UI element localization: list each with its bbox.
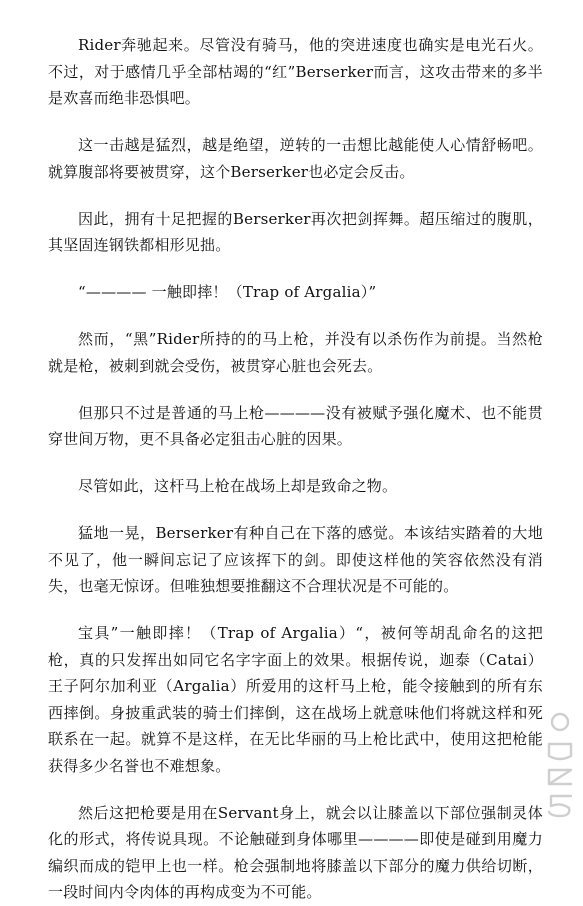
paragraph-9: 宝具”一触即摔！（Trap of Argalia）“，被何等胡乱命名的这把枪，真的只发挥出如同它名字字面上的效果。根据传说，迦泰（Catai）王子阿尔加利亚（Argalia）所爱用的这杆马上枪，能令接触到的所有东西摔倒。身披重武装的骑士们摔倒，这在战场上就意味他们将就这样和死联系在一起。就算不是这样，在无比华丽的马上枪比武中，使用这把枪能获得多少名誉也不难想象。 [48, 624, 543, 775]
paragraph-6: 但那只不过是普通的马上枪————没有被赋予强化魔术、也不能贯穿世间万物，更不具备必定狙击心脏的因果。 [48, 403, 543, 448]
paragraph-5: 然而，“黑”Rider所持的的马上枪，并没有以杀伤作为前提。当然枪就是枪，被刺到就会受伤，被贯穿心脏也会死去。 [48, 330, 543, 375]
paragraph-8: 猛地一晃，Berserker有种自己在下落的感觉。本该结实踏着的大地不见了，他一瞬间忘记了应该挥下的剑。即使这样他的笑容依然没有消失，也毫无惊讶。但唯独想要推翻这不合理状况是不可能的。 [48, 524, 543, 595]
dm5-logo-icon [543, 710, 577, 820]
paragraph-10: 然后这把枪要是用在Servant身上，就会以让膝盖以下部位强制灵体化的形式，将传说具现。不论触碰到身体哪里————即使是碰到用魔力编织而成的铠甲上也一样。枪会强制地将膝盖以下部分的魔力供给切断，一段时间内令肉体的再构成变为不可能。 [48, 803, 543, 901]
paragraph-2: 这一击越是猛烈，越是绝望，逆转的一击想比越能使人心情舒畅吧。就算腹部将要被贯穿，这个Berserker也必定会反击。 [48, 136, 543, 181]
paragraph-3: 因此，拥有十足把握的Berserker再次把剑挥舞。超压缩过的腹肌，其坚固连钢铁都相形见拙。 [48, 209, 543, 254]
paragraph-7: 尽管如此，这杆马上枪在战场上却是致命之物。 [78, 477, 398, 495]
paragraph-4: “———— 一触即摔！（Trap of Argalia）” [78, 283, 377, 301]
watermark-graphic [543, 710, 577, 820]
paragraph-1: Rider奔驰起来。尽管没有骑马，他的突进速度也确实是电光石火。不过，对于感情几乎全部枯竭的“红”Berserker而言，这攻击带来的多半是欢喜而绝非恐惧吧。 [48, 36, 543, 107]
